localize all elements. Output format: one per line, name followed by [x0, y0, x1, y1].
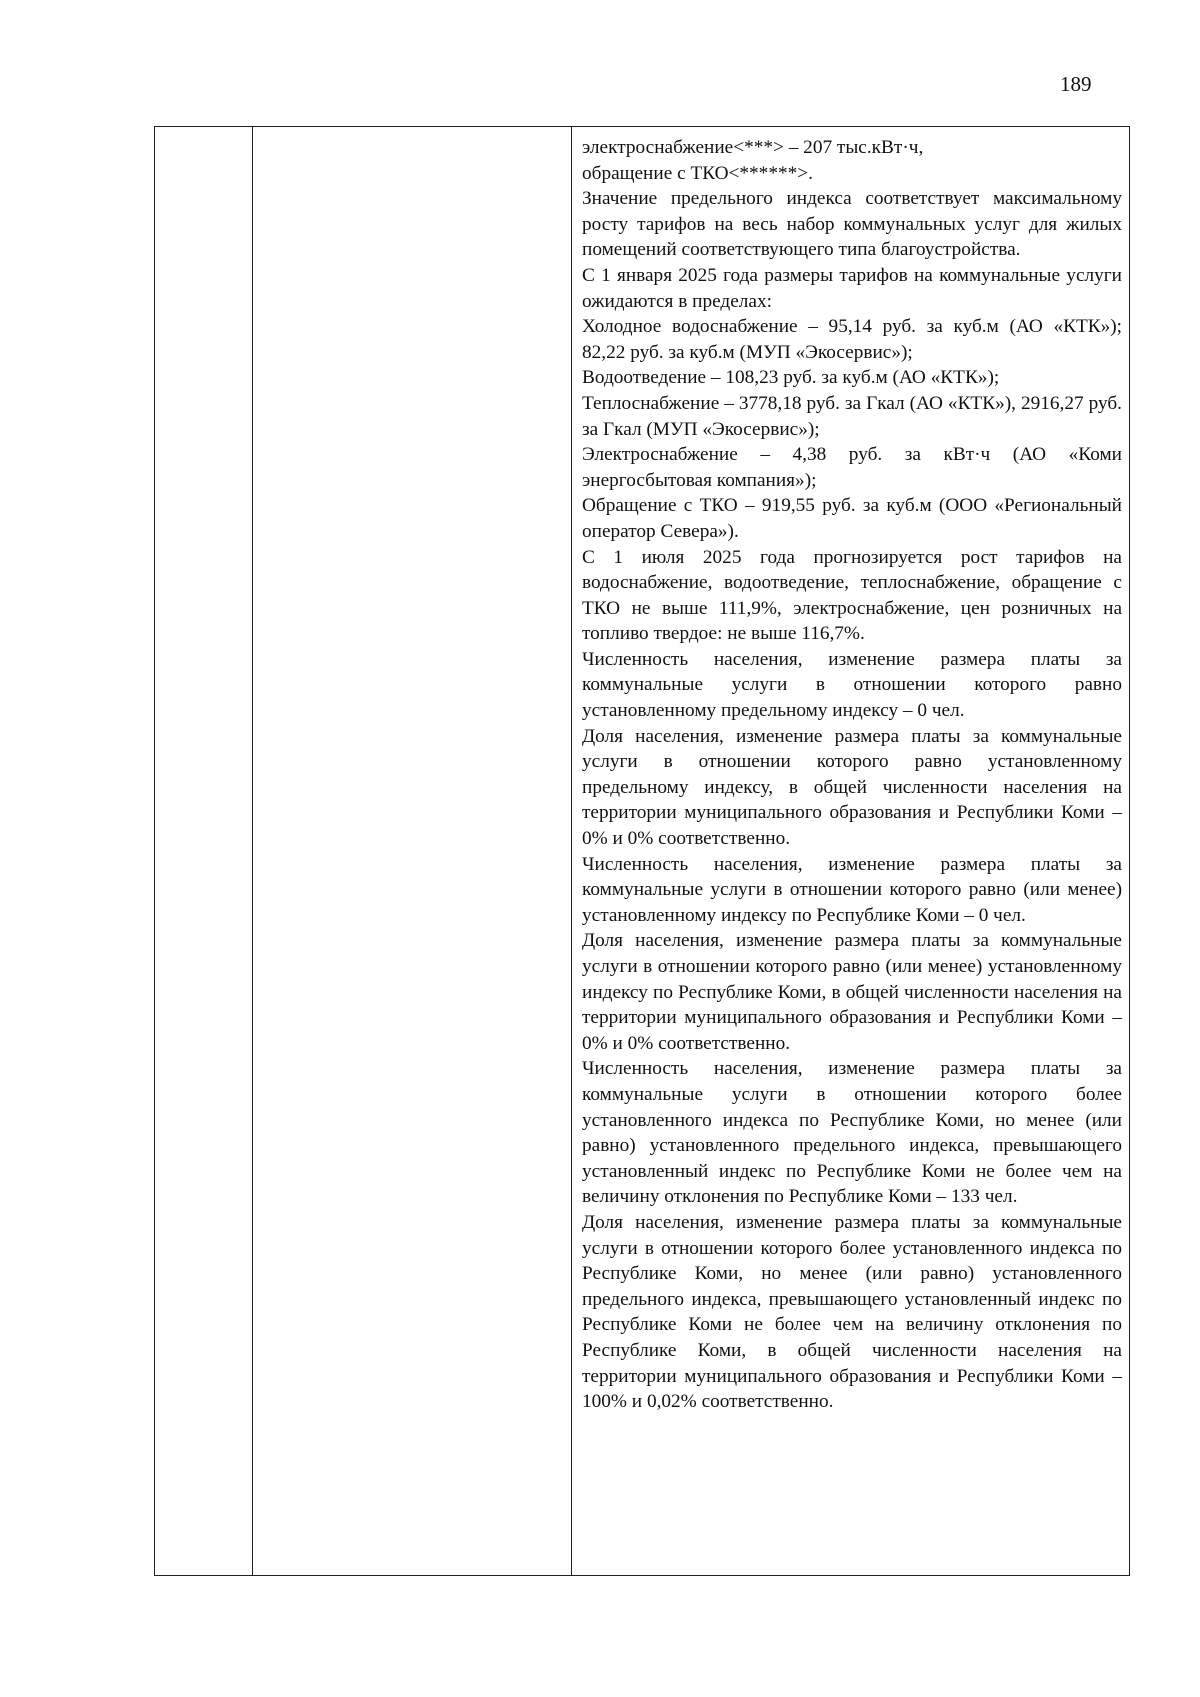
- paragraph-heating: Теплоснабжение – 3778,18 руб. за Гкал (АО «КТК»), 2916,27 руб. за Гкал (МУП «Экосервис»);: [582, 392, 1122, 440]
- paragraph-electricity-tariff: Электроснабжение – 4,38 руб. за кВт·ч (АО «Коми энергосбытовая компания»);: [582, 444, 1122, 491]
- paragraph-share-below-index: Доля населения, изменение размера платы за коммунальные услуги в отношении которого равно (или менее) установленному индексу по Республике Коми, в общей численности населения на территории муниципального образования и Республики Коми – 0% и 0% соответственно.: [582, 930, 1122, 1054]
- table-cell-text: [582, 135, 1122, 1415]
- paragraph-population-above-index: Численность населения, изменение размера платы за коммунальные услуги в отношении которого более установленного индекса по Республике Коми, но менее (или равно) установленного предельного индекса, превышающего установленный индекс по Республике Коми не более чем на величину отклонения по Республике Коми – 133 чел.: [582, 1058, 1122, 1208]
- column-divider-1: [252, 127, 253, 1575]
- paragraph-waste-tariff: Обращение с ТКО – 919,55 руб. за куб.м (ООО «Региональный оператор Севера»).: [582, 495, 1122, 542]
- paragraph-share-above-index: Доля населения, изменение размера платы за коммунальные услуги в отношении которого более установленного индекса по Республике Коми, но менее (или равно) установленного предельного индекса, превышающего установленный индекс по Республике Коми не более чем на величину отклонения по Республике Коми, в общей численности населения на территории муниципального образования и Республики Коми – 100% и 0,02% соответственно.: [582, 1211, 1122, 1413]
- page-number: 189: [1060, 72, 1092, 96]
- paragraph-population-equal-limit: Численность населения, изменение размера платы за коммунальные услуги в отношении которого равно установленному предельному индексу – 0 чел.: [582, 648, 1122, 722]
- paragraph-share-equal-limit: Доля населения, изменение размера платы за коммунальные услуги в отношении которого равно установленному предельному индексу, в общей численности населения на территории муниципального образования и Республики Коми – 0% и 0% соответственно.: [582, 725, 1122, 850]
- paragraph-tariffs-intro: С 1 января 2025 года размеры тарифов на коммунальные услуги ожидаются в пределах:: [582, 264, 1122, 312]
- paragraph-cold-water: Холодное водоснабжение – 95,14 руб. за куб.м (АО «КТК»); 82,22 руб. за куб.м (МУП «Экосервис»);: [582, 316, 1122, 363]
- document-table: [154, 126, 1130, 1576]
- paragraph-waste-handling: обращение с ТКО<******>.: [582, 162, 813, 184]
- paragraph-index-value: Значение предельного индекса соответствует максимальному росту тарифов на весь набор коммунальных услуг для жилых помещений соответствующего типа благоустройства.: [582, 188, 1122, 261]
- paragraph-electricity-volume: электроснабжение<***> – 207 тыс.кВт·ч,: [582, 137, 924, 158]
- column-divider-2: [571, 127, 572, 1575]
- paragraph-population-below-index: Численность населения, изменение размера платы за коммунальные услуги в отношении которого равно (или менее) установленному индексу по Республике Коми – 0 чел.: [582, 853, 1122, 926]
- paragraph-sewerage: Водоотведение – 108,23 руб. за куб.м (АО «КТК»);: [582, 367, 1000, 389]
- paragraph-july-growth: С 1 июля 2025 года прогнозируется рост тарифов на водоснабжение, водоотведение, теплоснабжение, обращение с ТКО не выше 111,9%, электроснабжение, цен розничных на топливо твердое: не выше 116,7%.: [582, 546, 1122, 645]
